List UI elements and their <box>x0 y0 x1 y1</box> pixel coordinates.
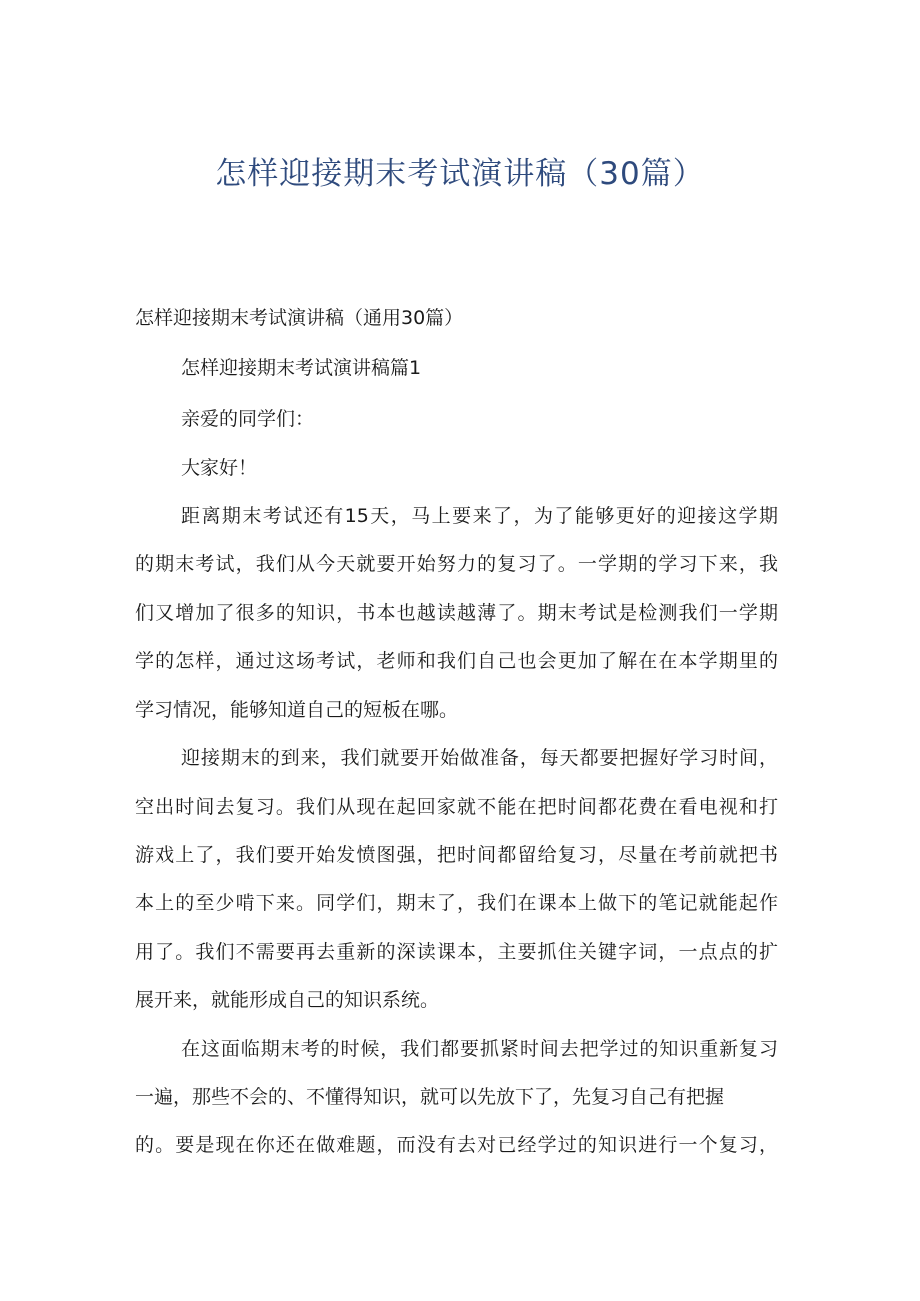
paragraph-3-line-2: 一遍，那些不会的、不懂得知识，就可以先放下了，先复习自己有把握 <box>135 1086 725 1108</box>
paragraph-3-line-3: 的。要是现在你还在做难题，而没有去对已经学过的知识进行一个复习， <box>135 1134 778 1156</box>
paragraph-2-line-4: 本上的至少啃下来。同学们，期末了，我们在课本上做下的笔记就能起作 <box>135 892 778 914</box>
paragraph-1-line-2: 的期末考试，我们从今天就要开始努力的复习了。一学期的学习下来，我 <box>135 553 778 575</box>
greeting: 大家好！ <box>181 457 258 479</box>
paragraph-2-line-2: 空出时间去复习。我们从现在起回家就不能在把时间都花费在看电视和打 <box>135 796 778 818</box>
paragraph-1-line-4: 学的怎样，通过这场考试，老师和我们自己也会更加了解在在本学期里的 <box>135 650 778 672</box>
section-heading: 怎样迎接期末考试演讲稿篇1 <box>181 357 422 379</box>
paragraph-3-line-1: 在这面临期末考的时候，我们都要抓紧时间去把学过的知识重新复习 <box>181 1038 778 1060</box>
document-subtitle: 怎样迎接期末考试演讲稿（通用30篇） <box>135 307 464 329</box>
paragraph-1-line-3: 们又增加了很多的知识，书本也越读越薄了。期末考试是检测我们一学期 <box>135 602 778 624</box>
paragraph-2-line-6: 展开来，就能形成自己的知识系统。 <box>135 989 440 1011</box>
document-title: 怎样迎接期末考试演讲稿（30篇） <box>215 156 705 192</box>
paragraph-1-line-5: 学习情况，能够知道自己的短板在哪。 <box>135 699 459 721</box>
salutation: 亲爱的同学们： <box>181 408 315 430</box>
paragraph-2-line-5: 用了。我们不需要再去重新的深读课本，主要抓住关键字词，一点点的扩 <box>135 941 778 963</box>
paragraph-2-line-3: 游戏上了，我们要开始发愤图强，把时间都留给复习，尽量在考前就把书 <box>135 844 778 866</box>
paragraph-1-line-1: 距离期末考试还有15天，马上要来了，为了能够更好的迎接这学期 <box>181 505 778 527</box>
paragraph-2-line-1: 迎接期末的到来，我们就要开始做准备，每天都要把握好学习时间， <box>181 747 778 769</box>
